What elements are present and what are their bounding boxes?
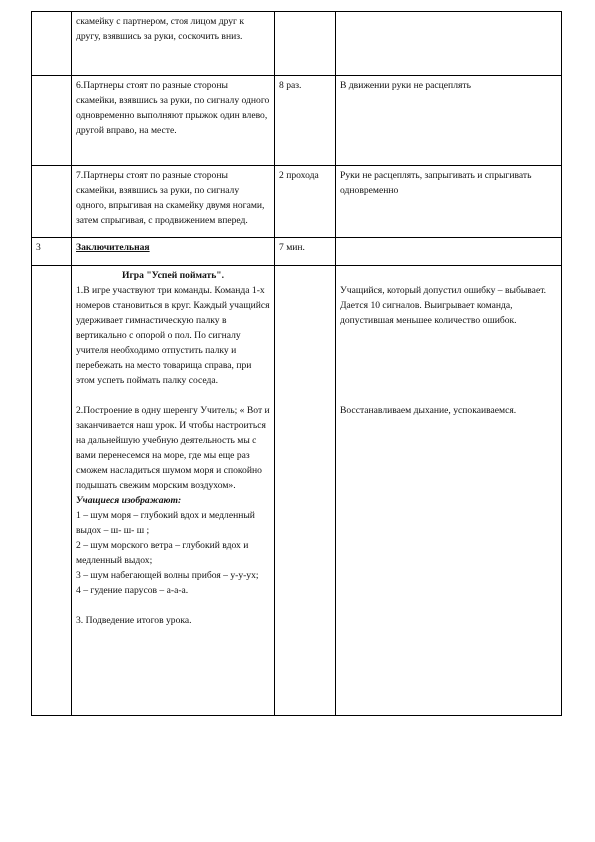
- table-row: [32, 238, 562, 266]
- game-note: Учащийся, который допустил ошибку – выбывает. Дается 10 сигналов. Выигрывает команда, допустившая меньшее количество ошибок.: [340, 285, 547, 326]
- lineup-description: 2.Построение в одну шеренгу Учитель; « Вот и заканчивается наш урок. И чтобы настроиться на дальнейшую учебную деятельность мы с вами перенесемся на море, где мы еще раз сможем насладиться шумом моря и спокойно подышать свежим морским воздухом».: [76, 405, 270, 491]
- notes-cell: Руки не расцеплять, запрыгивать и спрыгивать одновременно: [336, 166, 562, 238]
- list-item: 3 – шум набегающей волны прибоя – у-у-ух;: [76, 570, 259, 581]
- row-number-cell: [32, 76, 72, 166]
- game-description: 1.В игре участвуют три команды. Команда 1-х номеров становиться в круг. Каждый учащийся удерживает гимнастическую палку в вертикально с опорой о пол. По сигналу учителя необходимо отпустить палку и перебежать на место товарища справа, при этом успеть поймать палку соседа.: [76, 285, 270, 386]
- lesson-plan-table: [31, 11, 562, 716]
- exercise-cell: скамейку с партнером, стоя лицом друг к другу, взявшись за руки, соскочить вниз.: [72, 12, 275, 76]
- game-title: Игра "Успей поймать".: [121, 270, 225, 281]
- list-item: 1 – шум моря – глубокий вдох и медленный выдох – ш- ш- ш ;: [76, 510, 255, 536]
- exercise-cell: 7.Партнеры стоят по разные стороны скамейки, взявшись за руки, по сигналу одного, впрыгивая на скамейку двумя ногами, затем спрыгивая, с продвижением вперед.: [72, 166, 275, 238]
- notes-cell: [336, 12, 562, 76]
- dosage-cell: [275, 266, 336, 716]
- summary-text: 3. Подведение итогов урока.: [76, 615, 192, 626]
- dosage-cell: 2 прохода: [275, 166, 336, 238]
- row-number-cell: [32, 12, 72, 76]
- dosage-cell: [275, 12, 336, 76]
- section-title-cell: Заключительная: [72, 238, 275, 266]
- notes-cell: В движении руки не расцеплять: [336, 76, 562, 166]
- list-item: 4 – гудение парусов – а-а-а.: [76, 585, 189, 596]
- list-item: 2 – шум морского ветра – глубокий вдох и медленный выдох;: [76, 540, 249, 566]
- row-number-cell: 3: [32, 238, 72, 266]
- table-row: [32, 12, 562, 76]
- row-number-cell: [32, 266, 72, 716]
- students-label: Учащиеся изображают:: [76, 495, 182, 506]
- breathing-note: Восстанавливаем дыхание, успокаиваемся.: [340, 405, 517, 416]
- dosage-cell: 8 раз.: [275, 76, 336, 166]
- table-row: [32, 76, 562, 166]
- table-row: [32, 266, 562, 716]
- exercise-cell: 6.Партнеры стоят по разные стороны скамейки, взявшись за руки, по сигналу одного одновременно выполняют прыжок один влево, другой вправо, на месте.: [72, 76, 275, 166]
- notes-cell: [336, 238, 562, 266]
- dosage-cell: 7 мин.: [275, 238, 336, 266]
- table-row: [32, 166, 562, 238]
- row-number-cell: [32, 166, 72, 238]
- final-notes-cell: [336, 266, 562, 716]
- final-exercises-cell: [72, 266, 275, 716]
